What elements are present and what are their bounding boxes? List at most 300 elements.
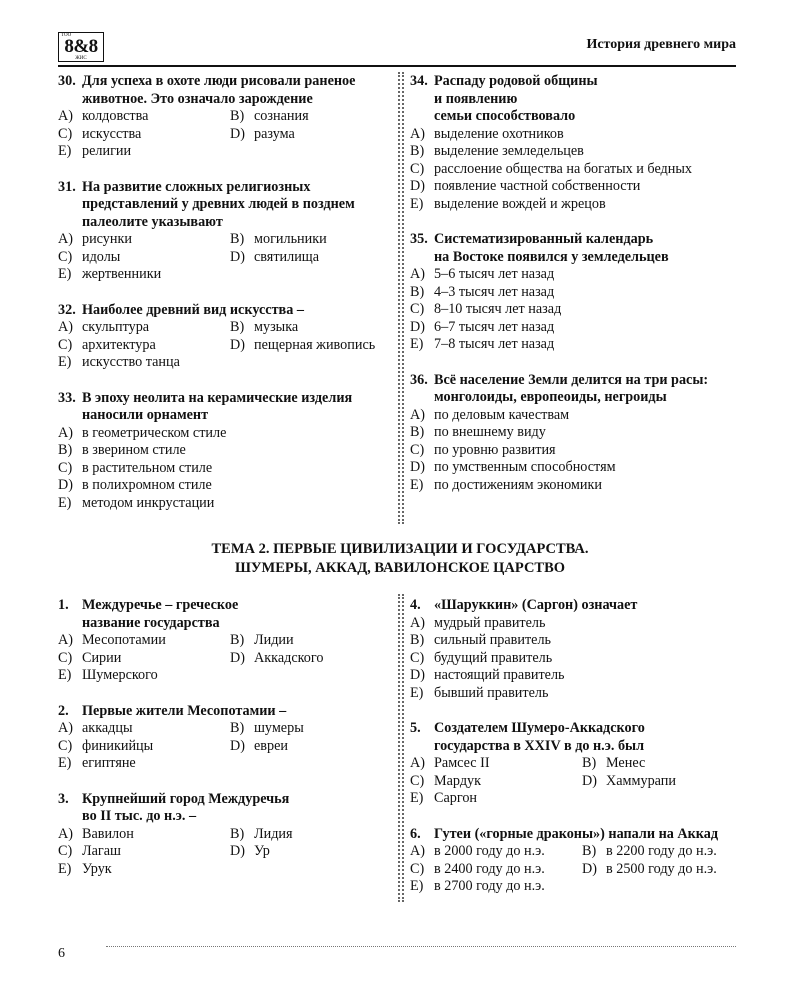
answer-options	[410, 843, 750, 896]
answer-row	[410, 755, 750, 773]
answer-option	[410, 196, 606, 214]
question-number: 1.	[58, 597, 69, 613]
answer-row	[58, 755, 398, 773]
answer-letter: C)	[410, 649, 425, 666]
answer-text: по уровню развития	[434, 441, 556, 458]
answer-text: выделение земледельцев	[434, 143, 584, 159]
question-indent	[58, 407, 82, 425]
answer-option	[58, 108, 230, 126]
answer-text: евреи	[254, 737, 288, 754]
question-indent	[410, 91, 434, 109]
question-line-text: государства в XXIV в до н.э. был	[434, 737, 645, 754]
answer-row	[410, 477, 750, 495]
question-line-text: Систематизированный календарь	[434, 231, 654, 247]
answer-option	[230, 108, 309, 126]
answer-row	[410, 459, 750, 477]
answer-row	[410, 126, 750, 144]
answer-option	[230, 337, 375, 355]
answer-letter: D)	[410, 318, 425, 335]
answer-text: сильный правитель	[434, 632, 552, 648]
answer-letter: E)	[410, 476, 424, 493]
answer-letter: C)	[410, 301, 425, 317]
answer-letter: E)	[410, 336, 424, 352]
question-number: 32.	[58, 301, 76, 318]
answer-letter: A)	[410, 125, 425, 142]
answer-text: в зверином стиле	[82, 442, 186, 458]
question-block	[410, 720, 750, 808]
logo-number: 8&8	[64, 36, 98, 57]
answer-text: финикийцы	[82, 737, 154, 754]
answer-option	[230, 249, 319, 267]
answer-text: появление частной собственности	[434, 178, 641, 194]
answer-options	[58, 826, 398, 879]
question-indent	[410, 738, 434, 756]
question-line	[410, 91, 750, 109]
question-indent	[58, 808, 82, 826]
question-text	[410, 231, 750, 266]
answer-text: Аккадского	[254, 649, 324, 666]
question-number: 5.	[410, 720, 421, 736]
answer-letter: D)	[230, 737, 245, 754]
answer-option	[230, 843, 270, 861]
answer-text: расслоение общества на богатых и бедных	[434, 160, 692, 177]
answer-letter: A)	[410, 843, 425, 859]
answer-options	[58, 425, 398, 513]
answer-row	[410, 442, 750, 460]
answer-row	[410, 178, 750, 196]
question-block	[58, 703, 398, 773]
answer-text: 7–8 тысяч лет назад	[434, 336, 555, 352]
answer-letter: C)	[410, 441, 425, 458]
answer-option	[230, 826, 293, 844]
answer-row	[58, 266, 398, 284]
page-number: 6	[58, 946, 65, 961]
answer-row	[410, 685, 750, 703]
answer-letter: A)	[410, 406, 425, 423]
answer-letter: D)	[230, 336, 245, 353]
answer-row	[58, 667, 398, 685]
answer-text: в 2700 году до н.э.	[434, 878, 545, 894]
question-block	[58, 791, 398, 879]
answer-row	[58, 425, 398, 443]
answer-text: в 2000 году до н.э.	[434, 843, 545, 859]
answer-row	[58, 477, 398, 495]
answer-text: Лагаш	[82, 843, 121, 859]
question-number: 33.	[58, 389, 76, 406]
answer-letter: D)	[582, 772, 597, 789]
answer-option	[58, 477, 212, 495]
question-indent	[58, 91, 82, 109]
answer-text: жертвенники	[82, 266, 162, 282]
section2-left-column	[58, 597, 398, 878]
question-line	[58, 179, 398, 197]
answer-letter: D)	[410, 178, 425, 194]
question-line	[58, 214, 398, 232]
question-line-text: В эпоху неолита на керамические изделия	[82, 389, 353, 406]
question-line-text: название государства	[82, 614, 220, 631]
question-line	[58, 703, 398, 721]
answer-text: настоящий правитель	[434, 667, 565, 683]
question-line	[410, 826, 750, 844]
answer-text: выделение охотников	[434, 125, 564, 142]
answer-option	[582, 861, 717, 879]
answer-letter: C)	[58, 459, 73, 476]
answer-text: пещерная живопись	[254, 336, 376, 353]
answer-option	[410, 143, 584, 161]
question-line	[410, 738, 750, 756]
answer-row	[410, 196, 750, 214]
answer-text: по достижениям экономики	[434, 476, 602, 493]
answer-letter: E)	[58, 266, 72, 282]
answer-row	[58, 720, 398, 738]
answer-letter: A)	[58, 720, 73, 736]
answer-text: музыка	[254, 319, 299, 335]
answer-option	[58, 667, 158, 685]
question-line-text: монголоиды, европеоиды, негроиды	[434, 389, 667, 405]
answer-letter: B)	[410, 632, 425, 648]
answer-row	[58, 354, 398, 372]
answer-option	[410, 442, 556, 460]
answer-option	[410, 301, 561, 319]
answer-option	[410, 843, 582, 861]
question-line-text: представлений у древних людей в позднем	[82, 196, 355, 212]
answer-option	[58, 319, 230, 337]
answer-text: Лидии	[254, 632, 294, 648]
answer-letter: D)	[58, 477, 73, 493]
question-text	[58, 597, 398, 632]
question-line-text: животное. Это означало зарождение	[82, 90, 313, 107]
answer-option	[58, 843, 230, 861]
question-line-text: Первые жители Месопотамии –	[82, 702, 287, 719]
answer-text: искусство танца	[82, 354, 180, 370]
answer-text: архитектура	[82, 336, 156, 353]
answer-letter: C)	[410, 860, 425, 877]
answer-row	[410, 790, 750, 808]
answer-letter: E)	[58, 860, 72, 877]
answer-letter: B)	[582, 755, 597, 771]
answer-option	[58, 442, 186, 460]
answer-letter: C)	[58, 125, 73, 142]
answer-row	[58, 861, 398, 879]
answer-letter: C)	[58, 336, 73, 353]
answer-letter: C)	[58, 843, 73, 859]
logo-sub-text: ЖИС	[75, 56, 87, 61]
answer-text: шумеры	[254, 720, 304, 736]
question-indent	[58, 214, 82, 232]
answer-letter: E)	[58, 143, 72, 159]
answer-option	[58, 755, 136, 773]
answer-letter: A)	[58, 319, 73, 335]
section1-column-divider	[398, 72, 404, 524]
answer-option	[58, 126, 230, 144]
logo-too-text: ТОО	[61, 33, 72, 38]
answer-text: Вавилон	[82, 825, 134, 842]
answer-letter: A)	[58, 825, 73, 842]
question-line	[410, 108, 750, 126]
answer-option	[410, 773, 582, 791]
answer-letter: A)	[58, 424, 73, 441]
question-text	[410, 720, 750, 755]
question-line	[58, 73, 398, 91]
answer-letter: E)	[410, 195, 424, 212]
answer-text: в геометрическом стиле	[82, 424, 227, 441]
answer-option	[410, 126, 564, 144]
question-line-text: Крупнейший город Междуречья	[82, 790, 290, 807]
answer-options	[58, 231, 398, 284]
question-indent	[410, 108, 434, 126]
answer-letter: B)	[582, 843, 597, 859]
answer-text: выделение вождей и жрецов	[434, 195, 606, 212]
question-line	[410, 73, 750, 91]
answer-row	[58, 231, 398, 249]
answer-letter: A)	[58, 231, 73, 247]
answer-row	[58, 460, 398, 478]
answer-text: по деловым качествам	[434, 406, 570, 423]
section2-right-column	[410, 597, 750, 896]
question-line-text: наносили орнамент	[82, 407, 209, 423]
answer-text: Сирии	[82, 649, 122, 666]
answer-text: Менес	[606, 755, 646, 771]
answer-row	[58, 650, 398, 668]
answer-option	[58, 495, 214, 513]
question-block	[410, 73, 750, 213]
question-number: 2.	[58, 702, 69, 719]
answer-option	[58, 861, 112, 879]
question-line	[58, 302, 398, 320]
answer-row	[410, 773, 750, 791]
question-line	[58, 597, 398, 615]
answer-row	[58, 738, 398, 756]
answer-row	[410, 861, 750, 879]
question-line	[58, 91, 398, 109]
answer-letter: D)	[230, 248, 245, 265]
answer-option	[230, 126, 295, 144]
section2-column-divider	[398, 594, 404, 902]
question-text	[58, 302, 398, 320]
answer-row	[58, 826, 398, 844]
question-block	[410, 597, 750, 702]
answer-text: Хаммурапи	[606, 772, 676, 789]
question-line	[58, 615, 398, 633]
question-block	[58, 597, 398, 685]
answer-letter: B)	[410, 283, 425, 300]
footer-rule	[106, 946, 736, 947]
answer-letter: E)	[410, 790, 424, 806]
answer-option	[410, 284, 554, 302]
question-line-text: во II тыс. до н.э. –	[82, 808, 197, 824]
answer-text: рисунки	[82, 231, 132, 247]
answer-option	[410, 477, 602, 495]
answer-text: скульптура	[82, 319, 150, 335]
question-number: 3.	[58, 790, 69, 807]
question-indent	[58, 196, 82, 214]
answer-letter: C)	[410, 160, 425, 177]
answer-row	[410, 319, 750, 337]
answer-option	[410, 685, 548, 703]
question-line-text: палеолите указывают	[82, 213, 223, 230]
question-line-text: Гутеи («горные драконы») напали на Аккад	[434, 825, 719, 842]
question-line	[58, 791, 398, 809]
answer-text: святилища	[254, 248, 320, 265]
answer-text: 5–6 тысяч лет назад	[434, 266, 555, 282]
answer-letter: D)	[410, 667, 425, 683]
answer-letter: E)	[58, 354, 72, 370]
answer-text: в растительном стиле	[82, 459, 213, 476]
answer-letter: E)	[58, 494, 72, 511]
answer-option	[410, 178, 640, 196]
answer-letter: C)	[58, 737, 73, 754]
question-text	[58, 791, 398, 826]
answer-option	[410, 650, 552, 668]
answer-option	[58, 266, 161, 284]
question-line-text: Для успеха в охоте люди рисовали раненое	[82, 73, 356, 89]
question-line	[58, 407, 398, 425]
answer-letter: B)	[230, 231, 245, 247]
answer-option	[410, 667, 565, 685]
question-number: 31.	[58, 178, 76, 195]
answer-option	[410, 861, 582, 879]
answer-letter: B)	[230, 825, 245, 842]
answer-letter: E)	[58, 755, 72, 771]
answer-letter: D)	[230, 843, 245, 859]
question-number: 4.	[410, 597, 421, 613]
answer-letter: E)	[410, 878, 424, 894]
answer-text: будущий правитель	[434, 649, 553, 666]
answer-text: сознания	[254, 108, 309, 124]
question-block	[58, 179, 398, 284]
answer-text: могильники	[254, 231, 327, 247]
answer-letter: B)	[230, 720, 245, 736]
answer-text: по внешнему виду	[434, 424, 546, 440]
answer-text: бывший правитель	[434, 684, 549, 701]
question-text	[410, 826, 750, 844]
question-block	[410, 231, 750, 354]
question-line-text: На развитие сложных религиозных	[82, 178, 311, 195]
answer-row	[410, 161, 750, 179]
answer-row	[58, 249, 398, 267]
answer-text: египтяне	[82, 755, 136, 771]
question-text	[410, 73, 750, 126]
answer-row	[58, 337, 398, 355]
answer-row	[58, 442, 398, 460]
answer-option	[230, 720, 304, 738]
theme-heading-line1: ТЕМА 2. ПЕРВЫЕ ЦИВИЛИЗАЦИИ И ГОСУДАРСТВА.	[211, 541, 589, 557]
answer-text: в 2500 году до н.э.	[606, 860, 717, 877]
answer-text: Саргон	[434, 790, 478, 806]
answer-text: разума	[254, 125, 295, 142]
question-indent	[58, 615, 82, 633]
question-block	[58, 390, 398, 513]
answer-row	[410, 424, 750, 442]
question-text	[58, 179, 398, 232]
question-line-text: «Шаруккин» (Саргон) означает	[434, 597, 638, 613]
answer-text: религии	[82, 143, 132, 159]
question-number: 30.	[58, 73, 76, 89]
answer-option	[410, 615, 545, 633]
answer-letter: D)	[230, 649, 245, 666]
answer-option	[58, 632, 230, 650]
answer-row	[58, 143, 398, 161]
question-line-text: семьи способствовало	[434, 108, 576, 124]
answer-option	[410, 319, 554, 337]
question-line-text: Междуречье – греческое	[82, 597, 239, 613]
section1-left-column	[58, 73, 398, 512]
answer-letter: A)	[58, 632, 73, 648]
answer-letter: B)	[58, 442, 73, 458]
answer-option	[230, 650, 323, 668]
question-line	[410, 389, 750, 407]
answer-letter: B)	[410, 424, 425, 440]
answer-option	[230, 319, 298, 337]
answer-option	[410, 424, 546, 442]
answer-option	[410, 790, 477, 808]
answer-text: идолы	[82, 248, 121, 265]
answer-option	[58, 738, 230, 756]
answer-option	[410, 266, 554, 284]
answer-row	[58, 495, 398, 513]
answer-text: по умственным способностям	[434, 459, 616, 475]
answer-options	[410, 615, 750, 703]
answer-letter: B)	[230, 632, 245, 648]
question-line	[410, 372, 750, 390]
answer-letter: C)	[58, 248, 73, 265]
answer-text: мудрый правитель	[434, 614, 546, 631]
answer-text: Лидия	[254, 825, 293, 842]
answer-row	[58, 843, 398, 861]
answer-option	[410, 755, 582, 773]
question-line-text: Создателем Шумеро-Аккадского	[434, 720, 645, 736]
answer-row	[410, 615, 750, 633]
question-block	[58, 302, 398, 372]
question-indent	[410, 389, 434, 407]
answer-text: в полихромном стиле	[82, 477, 212, 493]
answer-letter: C)	[58, 649, 73, 666]
answer-text: Мардук	[434, 772, 482, 789]
answer-row	[410, 143, 750, 161]
answer-option	[58, 337, 230, 355]
answer-text: аккадцы	[82, 720, 133, 736]
answer-option	[230, 738, 288, 756]
answer-option	[58, 425, 226, 443]
answer-option	[410, 632, 551, 650]
answer-text: 8–10 тысяч лет назад	[434, 301, 562, 317]
answer-row	[58, 319, 398, 337]
question-line	[410, 720, 750, 738]
answer-option	[58, 650, 230, 668]
answer-text: Рамсес II	[434, 755, 490, 771]
theme-heading	[0, 540, 800, 578]
answer-option	[230, 231, 327, 249]
answer-option	[58, 720, 230, 738]
answer-letter: B)	[410, 143, 425, 159]
answer-letter: B)	[230, 319, 245, 335]
answer-letter: A)	[410, 266, 425, 282]
answer-options	[410, 407, 750, 495]
answer-option	[58, 231, 230, 249]
answer-row	[410, 667, 750, 685]
question-text	[58, 703, 398, 721]
answer-row	[58, 108, 398, 126]
question-text	[58, 73, 398, 108]
answer-text: 6–7 тысяч лет назад	[434, 318, 555, 335]
question-block	[410, 826, 750, 896]
answer-row	[58, 126, 398, 144]
answer-letter: D)	[230, 125, 245, 142]
question-number: 35.	[410, 231, 428, 247]
section1-right-column	[410, 73, 750, 494]
answer-option	[410, 161, 692, 179]
answer-row	[410, 632, 750, 650]
